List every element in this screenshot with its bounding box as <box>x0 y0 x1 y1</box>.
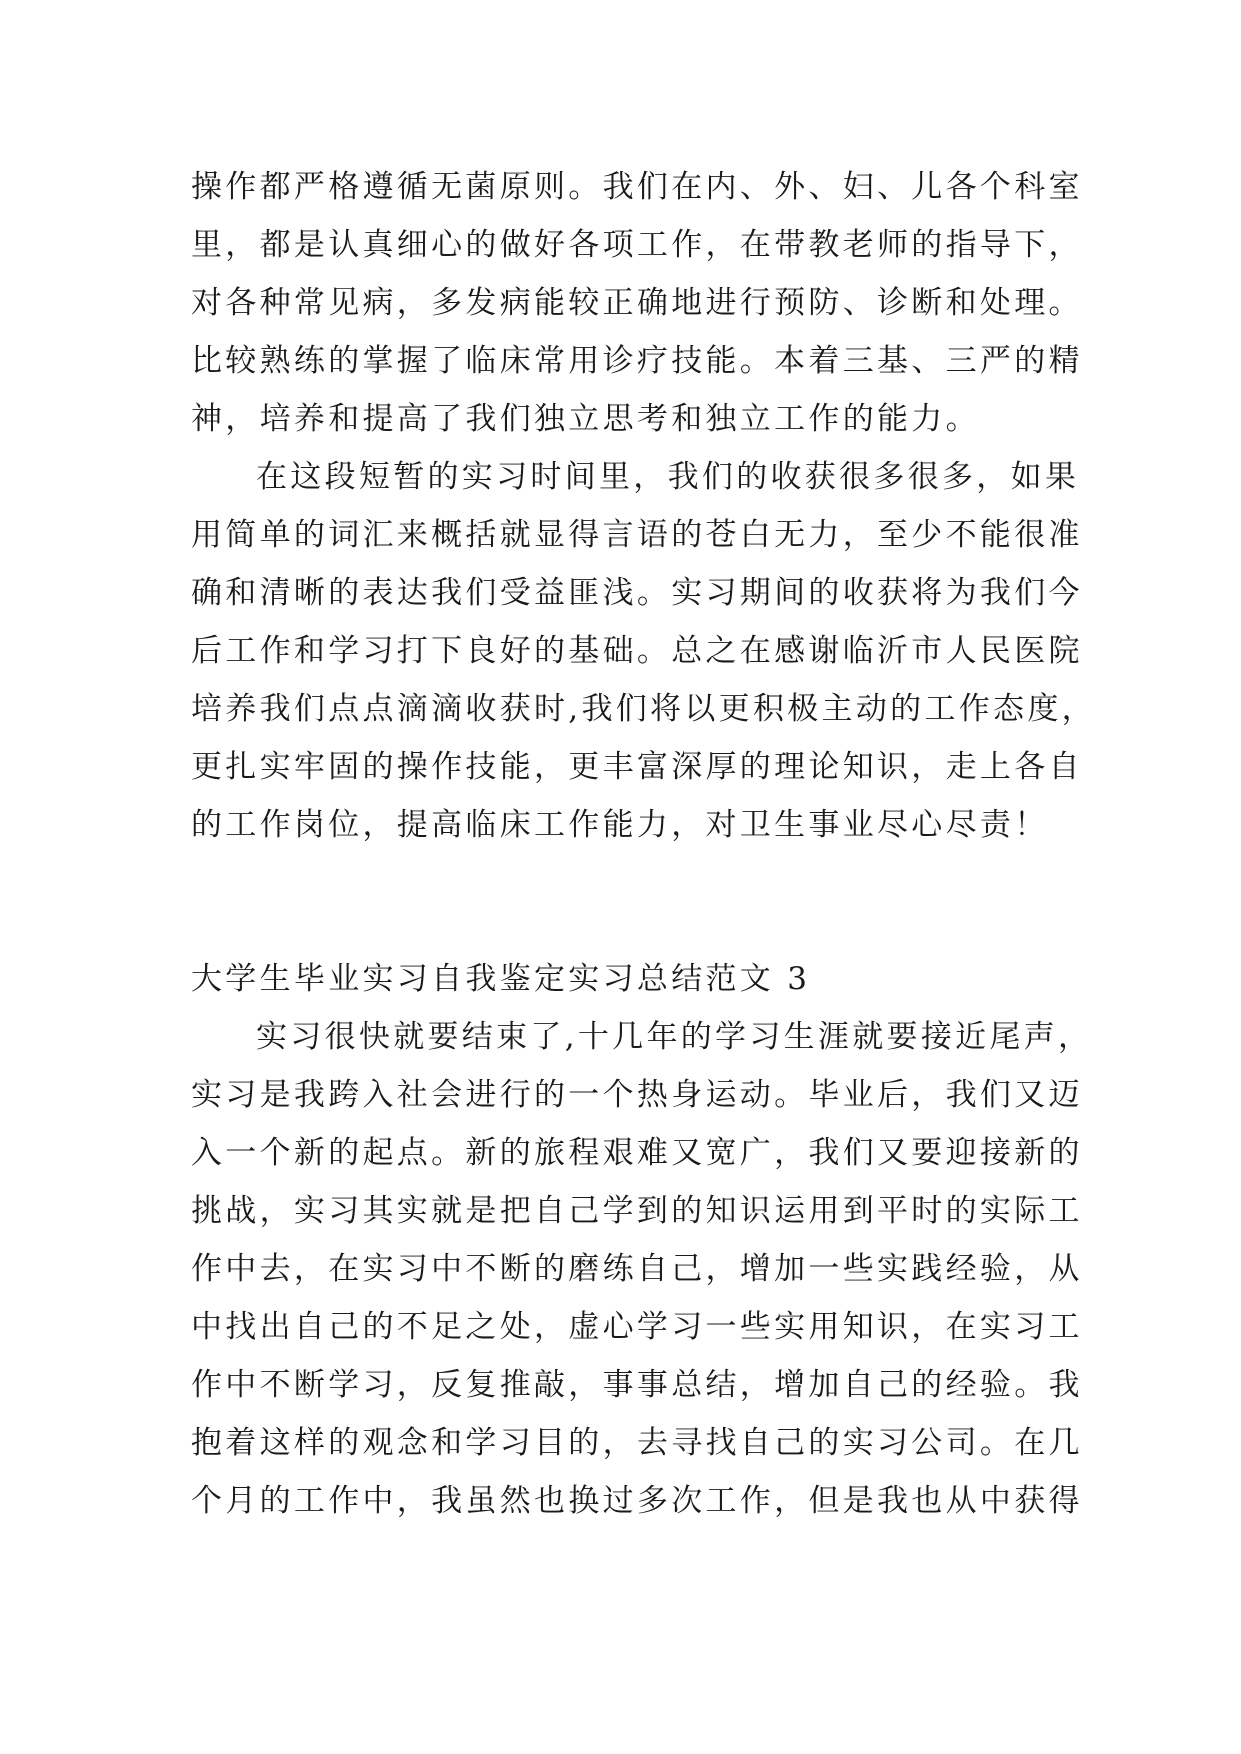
paragraph-line: 操作都严格遵循无菌原则。我们在内、外、妇、儿各个科室 <box>191 169 1083 205</box>
paragraph-line: 里，都是认真细心的做好各项工作，在带教老师的指导下， <box>191 227 1083 263</box>
paragraph-line: 抱着这样的观念和学习目的，去寻找自己的实习公司。在几 <box>191 1425 1083 1461</box>
paragraph-line: 作中去，在实习中不断的磨练自己，增加一些实践经验，从 <box>191 1251 1083 1287</box>
paragraph-line: 实习是我跨入社会进行的一个热身运动。毕业后，我们又迈 <box>191 1077 1083 1113</box>
paragraph-line: 确和清晰的表达我们受益匪浅。实习期间的收获将为我们今 <box>191 575 1083 611</box>
paragraph-line: 作中不断学习，反复推敲，事事总结，增加自己的经验。我 <box>191 1367 1083 1403</box>
paragraph-line: 个月的工作中，我虽然也换过多次工作，但是我也从中获得 <box>191 1483 1083 1519</box>
paragraph-line: 实习很快就要结束了,十几年的学习生涯就要接近尾声， <box>256 1019 1093 1055</box>
text-block-upper <box>191 158 1096 854</box>
paragraph-line: 比较熟练的掌握了临床常用诊疗技能。本着三基、三严的精 <box>191 343 1083 379</box>
paragraph-line: 入一个新的起点。新的旅程艰难又宽广，我们又要迎接新的 <box>191 1135 1083 1171</box>
paragraph-line: 用简单的词汇来概括就显得言语的苍白无力，至少不能很准 <box>191 517 1083 553</box>
paragraph-line: 神，培养和提高了我们独立思考和独立工作的能力。 <box>191 401 980 437</box>
paragraph-line: 挑战，实习其实就是把自己学到的知识运用到平时的实际工 <box>191 1193 1083 1229</box>
paragraph-line: 的工作岗位，提高临床工作能力，对卫生事业尽心尽责！ <box>191 807 1049 843</box>
text-block-lower <box>191 950 1093 1530</box>
paragraph-line: 对各种常见病，多发病能较正确地进行预防、诊断和处理。 <box>191 285 1083 321</box>
paragraph-line: 更扎实牢固的操作技能，更丰富深厚的理论知识，走上各自 <box>191 749 1083 785</box>
paragraph-line: 后工作和学习打下良好的基础。总之在感谢临沂市人民医院 <box>191 633 1083 669</box>
paragraph-line: 在这段短暂的实习时间里，我们的收获很多很多，如果 <box>256 459 1080 495</box>
paragraph-line: 培养我们点点滴滴收获时,我们将以更积极主动的工作态度， <box>191 691 1096 727</box>
paragraph-line: 中找出自己的不足之处，虚心学习一些实用知识，在实习工 <box>191 1309 1083 1345</box>
section-heading: 大学生毕业实习自我鉴定实习总结范文 3 <box>191 961 811 997</box>
